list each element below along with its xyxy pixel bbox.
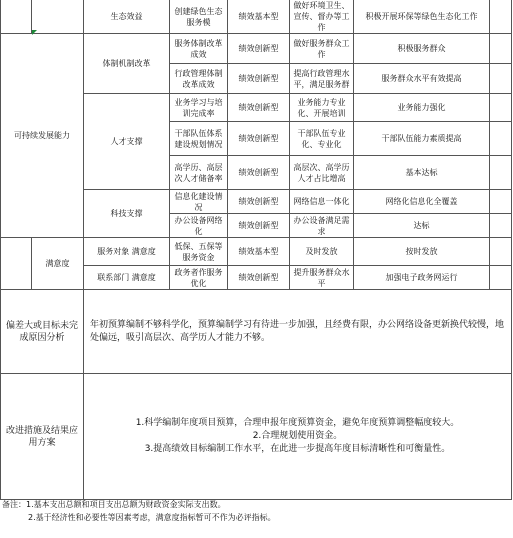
indicator-type: 绩效创新型 [228, 214, 290, 238]
measure-label: 改进措施及结果应用方案 [1, 374, 84, 500]
table-row [1, 290, 512, 374]
indicator-type: 绩效创新型 [228, 156, 290, 190]
group-label: 体制机制改革 [84, 34, 170, 94]
cell-marker-icon [32, 30, 37, 35]
target-value: 按时发放 [354, 238, 490, 266]
indicator-level4: 业务学习与培训完成率 [170, 94, 228, 122]
actual-value: 提高行政管理水平，满足服务群 [290, 64, 354, 94]
measure-item: 3.提高绩效目标编制工作水平，在此进一步提高年度目标清晰性和可衡量性。 [144, 444, 451, 454]
note-line: 2.基于经济性和必要性等因素考虑，满意度指标暂可不作为必评指标。 [28, 513, 276, 522]
indicator-level3: 生态效益 [84, 0, 170, 34]
indicator-type: 绩效创新型 [228, 34, 290, 64]
note-line: 备注：1.基本支出总额和项目支出总额为财政资金实际支出数。 [2, 500, 226, 509]
section-label: 满意度 [32, 238, 84, 290]
indicator-level4: 干部队伍体系建设规划情况 [170, 122, 228, 156]
measure-text [84, 374, 512, 500]
indicator-type: 绩效创新型 [228, 190, 290, 214]
indicator-level4: 高学历、高层次人才储备率 [170, 156, 228, 190]
measure-item: 2.合理规划使用资金。 [252, 431, 343, 441]
indicator-level4: 行政管理体制改革成效 [170, 64, 228, 94]
target-value: 业务能力强化 [354, 94, 490, 122]
actual-value: 干部队伍专业化、专业化 [290, 122, 354, 156]
actual-value: 办公设备满足需求 [290, 214, 354, 238]
target-value: 积极服务群众 [354, 34, 490, 64]
group-label: 科技支撑 [84, 190, 170, 238]
indicator-level4: 政务者作服务优化 [170, 266, 228, 290]
indicator-level4: 创建绿色生态服务模 [170, 0, 228, 34]
target-value: 积极开展环保等绿色生态化工作 [354, 0, 490, 34]
indicator-level3: 服务对象 满意度 [84, 238, 170, 266]
indicator-level4: 信息化建设情况 [170, 190, 228, 214]
table-row [1, 34, 512, 64]
target-value: 干部队伍能力素质提高 [354, 122, 490, 156]
indicator-type: 绩效基本型 [228, 238, 290, 266]
table-row [1, 238, 512, 266]
measure-item: 1.科学编制年度项目预算，合理申报年度预算资金，避免年度预算调整幅度较大。 [135, 418, 460, 428]
indicator-level3: 联系部门 满意度 [84, 266, 170, 290]
actual-value: 高层次、高学历人才占比增高 [290, 156, 354, 190]
actual-value: 业务能力专业化、开展培训 [290, 94, 354, 122]
reason-text: 年初预算编制不够科学化，预算编制学习有待进一步加强，且经费有限，办公网络设备更新换代较慢，地处偏远，吸引高层次、高学历人才能力不够。 [84, 290, 512, 374]
actual-value: 提升服务群众水平 [290, 266, 354, 290]
indicator-type: 绩效创新型 [228, 64, 290, 94]
indicator-type: 绩效创新型 [228, 122, 290, 156]
section-label: 可持续发展能力 [1, 34, 84, 238]
indicator-type: 绩效创新型 [228, 266, 290, 290]
group-label: 人才支撑 [84, 94, 170, 190]
indicator-type: 绩效创新型 [228, 94, 290, 122]
reason-label: 偏差大或目标未完成原因分析 [1, 290, 84, 374]
actual-value: 做好服务群众工作 [290, 34, 354, 64]
indicator-level4: 服务体制改革成效 [170, 34, 228, 64]
actual-value: 做好环境卫生、宣传、督办等工作 [290, 0, 354, 34]
target-value: 网络化信息化全覆盖 [354, 190, 490, 214]
table-row [1, 0, 512, 34]
target-value: 服务群众水平有效提高 [354, 64, 490, 94]
indicator-level4: 办公设备网络化 [170, 214, 228, 238]
table-row [1, 374, 512, 500]
actual-value: 网络信息一体化 [290, 190, 354, 214]
target-value: 达标 [354, 214, 490, 238]
indicator-type: 绩效基本型 [228, 0, 290, 34]
target-value: 基本达标 [354, 156, 490, 190]
indicator-level4: 低保、五保等服务资金 [170, 238, 228, 266]
target-value: 加强电子政务网运行 [354, 266, 490, 290]
actual-value: 及时发放 [290, 238, 354, 266]
